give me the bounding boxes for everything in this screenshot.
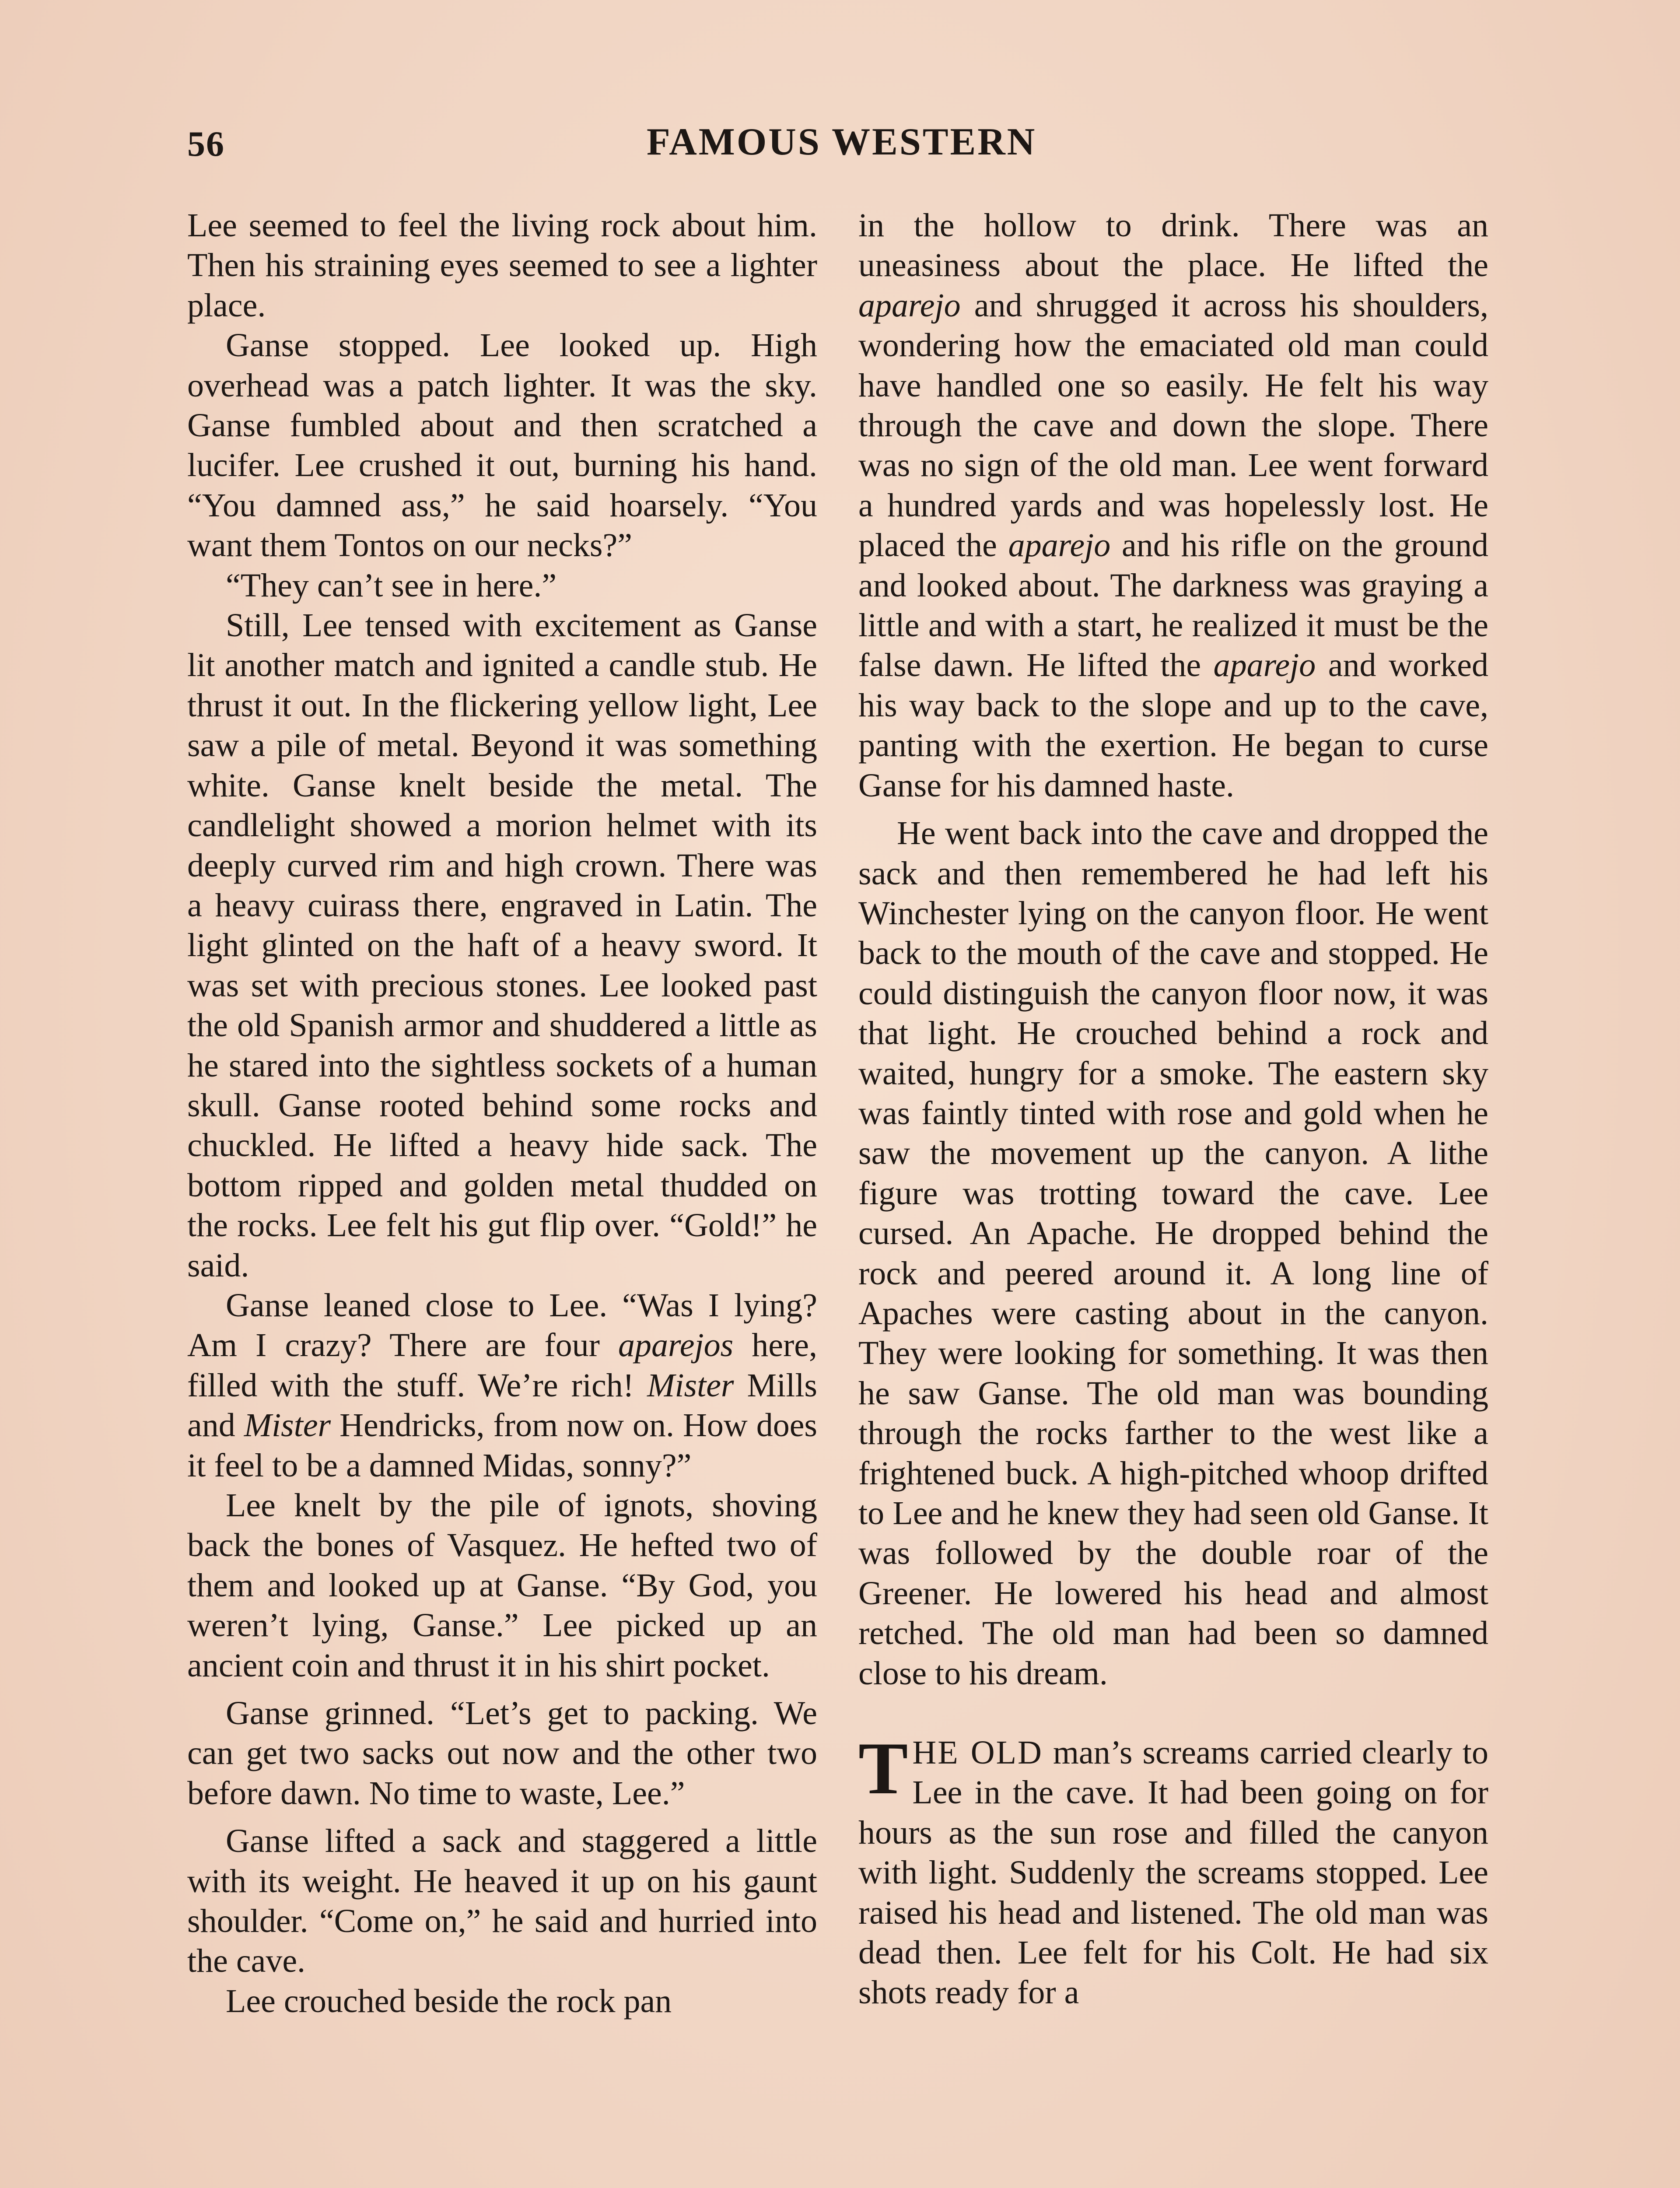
paragraph: Lee seemed to feel the living rock about him. Then his straining eyes seemed to see a lighter place. xyxy=(187,207,817,324)
paragraph: Ganse lifted a sack and staggered a little with its weight. He heaved it up on his gaunt shoulder. “Come on,” he said and hurried into the cave. xyxy=(187,1823,817,1980)
text-run: here, filled with the stuff. We’re rich! xyxy=(187,1327,817,1404)
italic-word: Mister xyxy=(244,1407,331,1444)
running-head: FAMOUS WESTERN xyxy=(647,121,1037,163)
right-column xyxy=(858,206,1488,2013)
paragraph: Still, Lee tensed with excitement as Ganse lit another match and ignited a candle stub. He thrust it out. In the flickering yellow light, Lee saw a pile of metal. Beyond it was something white. Ganse knelt beside the metal. The candlelight showed a morion helmet with its deeply curved rim and high crown. There was a heavy cuirass there, engraved in Latin. The light glinted on the haft of a heavy sword. It was set with precious stones. Lee looked past the old Spanish armor and shuddered a little as he stared into the sightless sockets of a human skull. Ganse rooted behind some rocks and chuckled. He lifted a heavy hide sack. The bottom ripped and golden metal thudded on the rocks. Lee felt his gut flip over. “Gold!” he said. xyxy=(187,607,817,1284)
paragraph xyxy=(858,206,1488,806)
small-caps-lead: HE OLD xyxy=(912,1734,1043,1771)
text-run: and worked his way back to the slope and up to the cave, panting with the exertion. He began to curse Ganse for his damned haste. xyxy=(858,647,1488,804)
italic-word: aparejo xyxy=(1213,647,1316,684)
drop-cap: T xyxy=(858,1727,908,1810)
italic-word: aparejo xyxy=(1008,527,1111,564)
text-run: and his rifle on the ground and looked about. The darkness was graying a little and with a start, he realized it must be the false dawn. He lifted the xyxy=(858,527,1488,684)
text-run: man’s screams carried clearly to Lee in the cave. It had been going on for hours as the sun rose and filled the canyon with light. Suddenly the screams stopped. Lee raised his head and listened. The old man was dead then. Lee felt for his Colt. He had six shots ready for a xyxy=(858,1734,1488,2011)
page-header xyxy=(187,123,1500,172)
italic-word: aparejo xyxy=(858,287,961,324)
paragraph: He went back into the cave and dropped the sack and then remembered he had left his Winchester lying on the canyon floor. He went back to the mouth of the cave and stopped. He could distinguish the canyon floor now, it was that light. He crouched behind a rock and waited, hungry for a smoke. The eastern sky was faintly tinted with rose and gold when he saw the movement up the canyon. A lithe figure was trotting toward the cave. Lee cursed. An Apache. He dropped behind the rock and peered around it. A long line of Apaches were casting about in the canyon. They were looking for something. It was then he saw Ganse. The old man was bounding through the rocks farther to the west like a frightened buck. A high-pitched whoop drifted to Lee and he knew they had seen old Ganse. It was followed by the double roar of the Greener. He lowered his head and almost retched. The old man had been so damned close to his dream. xyxy=(858,815,1488,1692)
paragraph xyxy=(187,1286,817,1486)
section-paragraph xyxy=(858,1727,1488,2013)
paragraph: Lee knelt by the pile of ignots, shoving back the bones of Vasquez. He hefted two of them and looked up at Ganse. “By God, you weren’t lying, Ganse.” Lee picked up an ancient coin and thrust it in his shirt pocket. xyxy=(187,1487,817,1684)
paragraph: “They can’t see in here.” xyxy=(226,567,557,604)
left-column xyxy=(187,206,817,2021)
text-run: and shrugged it across his shoulders, wondering how the emaciated old man could have handled one so easily. He felt his way through the cave and down the slope. There was no sign of the old man. Lee went forward a hundred yards and was hopelessly lost. He placed the xyxy=(858,287,1488,564)
paragraph: Lee crouched beside the rock pan xyxy=(226,1982,672,2020)
text-run: in the hollow to drink. There was an uneasiness about the place. He lifted the xyxy=(858,207,1488,284)
italic-word: aparejos xyxy=(618,1327,734,1364)
text-run: Hendricks, from now on. How does it feel to be a damned Midas, sonny?” xyxy=(187,1407,817,1484)
italic-word: Mister xyxy=(647,1367,734,1404)
text-run: Mills and xyxy=(187,1367,818,1444)
text-run: Ganse leaned close to Lee. “Was I lying? Am I crazy? There are four xyxy=(187,1287,817,1364)
paragraph: Ganse grinned. “Let’s get to packing. We can get two sacks out now and the other two before dawn. No time to waste, Lee.” xyxy=(187,1695,817,1812)
paragraph: Ganse stopped. Lee looked up. High overhead was a patch lighter. It was the sky. Ganse fumbled about and then scratched a lucifer. Lee crushed it out, burning his hand. “You damned ass,” he said hoarsely. “You want them Tontos on our necks?” xyxy=(187,327,817,564)
page-number: 56 xyxy=(187,124,225,164)
